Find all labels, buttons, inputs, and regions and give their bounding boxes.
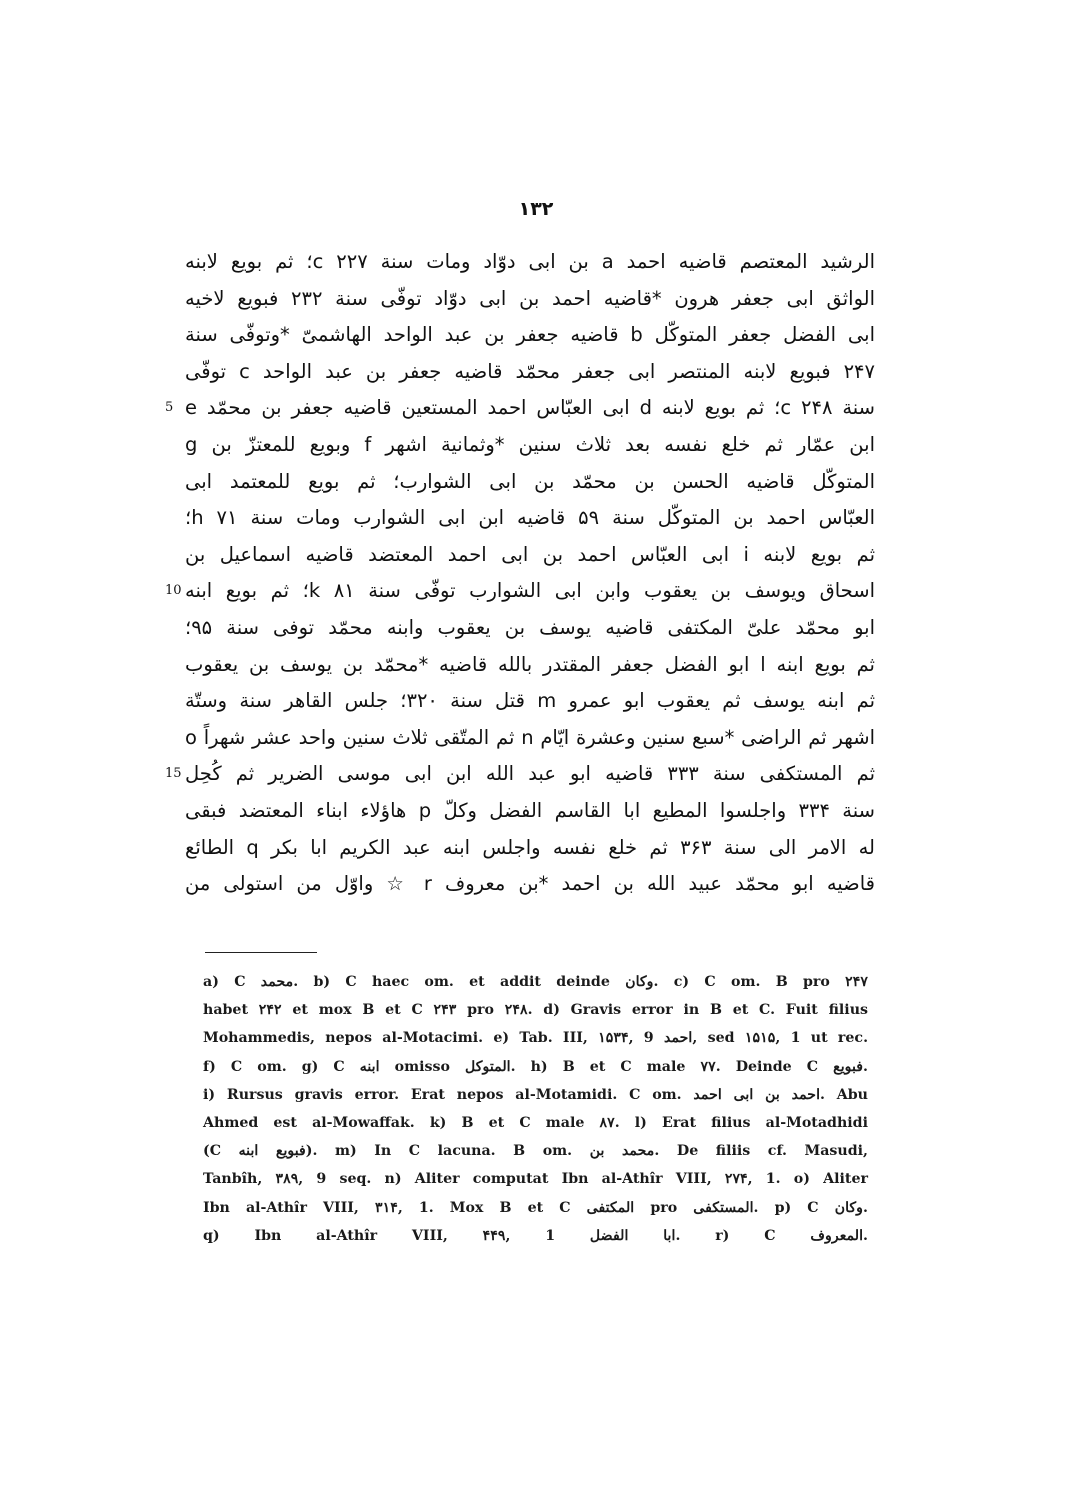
text-line bbox=[185, 683, 875, 720]
line-text: اسحاق ويوسف بن يعقوب وابن ابى الشوارب توفّى سنة ۸۱ k؛ ثم بويع ابنه bbox=[185, 579, 875, 603]
text-line bbox=[185, 244, 875, 281]
line-text: ابو محمّد علىّ المكتفى قاضيه يوسف بن يعقوب وابنه محمّد توفى سنة ۹۵؛ bbox=[185, 615, 875, 639]
page-number: ۱۳۲ bbox=[518, 198, 554, 220]
footnote-divider bbox=[205, 952, 317, 953]
footnotes bbox=[203, 968, 868, 1250]
text-line bbox=[185, 281, 875, 318]
line-text: ثم بويع ابنه l ابو الفضل جعفر المقتدر بالله قاضيه *محمّد بن يوسف بن يعقوب bbox=[185, 652, 875, 676]
body-text bbox=[165, 244, 876, 903]
footnote-line: q) Ibn al-Athîr VIII, ۴۴۹, 1 ابا الفضل. r) C المعروف. bbox=[203, 1227, 868, 1244]
text-line bbox=[165, 390, 876, 427]
footnote-line: Ahmed est al-Mowaffak. k) B et C male ۸۷. l) Erat filius al-Motadhidi bbox=[203, 1114, 868, 1131]
text-line bbox=[185, 427, 875, 464]
footnote-line: habet ۲۴۲ et mox B et C ۲۴۳ pro ۲۴۸. d) Gravis error in B et C. Fuit filius bbox=[203, 1002, 868, 1019]
line-text: قاضيه ابو محمّد عبيد الله بن احمد *بن معروف r ☆ واوّل من استولى من bbox=[185, 872, 875, 896]
footnote-line: i) Rursus gravis error. Erat nepos al-Motamidi. C om. احمد بن ابى احمد. Abu bbox=[203, 1086, 868, 1103]
line-text: المتوكّل قاضيه الحسن بن محمّد بن ابى الشوارب؛ ثم بويع للمعتمد ابى bbox=[185, 469, 875, 493]
line-number: 10 bbox=[165, 583, 182, 599]
line-text: اشهر ثم الراضى *سبع سنين وعشرة ايّام n ثم المتّقى ثلاث سنين واحد عشر شهراً o bbox=[185, 725, 876, 749]
footnote-line: Tanbîh, ۳۸۹, 9 seq. n) Aliter computat Ibn al-Athîr VIII, ۲۷۴, 1. o) Aliter bbox=[203, 1171, 868, 1188]
text-line bbox=[185, 464, 875, 501]
footnote-line: f) C om. g) C ابنه omisso المتوكل. h) B et C male ۷۷. Deinde C فبويع. bbox=[203, 1058, 868, 1075]
line-text: ابن عمّار ثم خلع نفسه بعد ثلاث سنين *وثمانية اشهر f وبويع للمعتزّ بن g bbox=[185, 432, 875, 456]
text-line bbox=[185, 830, 875, 867]
line-text: ابى الفضل جعفر المتوكّل b قاضيه جعفر بن عبد الواحد الهاشمىّ *وتوفّى سنة bbox=[185, 323, 875, 347]
text-line bbox=[185, 500, 875, 537]
text-line bbox=[185, 647, 875, 684]
line-text: ثم المستكفى سنة ۳۳۳ قاضيه ابو عبد الله ابن ابى موسى الضرير ثم كُحِل bbox=[185, 762, 875, 786]
text-line bbox=[165, 573, 875, 610]
text-line bbox=[185, 793, 875, 830]
line-text: الواثق ابى جعفر هرون *قاضيه احمد بن ابى دوّاد توفّى سنة ۲۳۲ فبويع لاخيه bbox=[185, 286, 876, 310]
line-text: ثم بويع لابنه i ابى العبّاس احمد بن ابى احمد المعتضد قاضيه اسماعيل بن bbox=[185, 542, 875, 566]
line-number: 5 bbox=[165, 400, 174, 416]
line-text: ثم ابنه يوسف ثم يعقوب ابو عمرو m قتل سنة ۳۲۰؛ جلس القاهر سنة وستّة bbox=[185, 689, 875, 713]
line-number: 15 bbox=[165, 766, 182, 782]
footnote-line: (C فبويع ابنه). m) In C lacuna. B om. محمد بن. De filiis cf. Masudi, bbox=[203, 1143, 868, 1160]
line-text: العبّاس احمد بن المتوكّل سنة ۵۹ قاضيه ابن ابى الشوارب ومات سنة ۷۱ h؛ bbox=[185, 506, 875, 530]
text-line bbox=[185, 720, 875, 757]
text-line bbox=[165, 756, 875, 793]
line-text: ۲۴۷ فبويع لابنه المنتصر ابى جعفر محمّد قاضيه جعفر بن عبد الواحد c توفّى bbox=[185, 359, 875, 383]
footnote-line: a) C محمد. b) C haec om. et addit deinde وكان. c) C om. B pro ۲۴۷ bbox=[203, 974, 869, 990]
footnote-line: Ibn al-Athîr VIII, ۳۱۴, 1. Mox B et C المكتفى pro المستكفى. p) C وكان. bbox=[203, 1199, 868, 1216]
text-line bbox=[185, 354, 875, 391]
text-line bbox=[185, 537, 875, 574]
text-line bbox=[185, 317, 875, 354]
footnote-line: Mohammedis, nepos al-Motacimi. e) Tab. III, ۱۵۳۴, 9 احمد, sed ۱۵۱۵, 1 ut rec. bbox=[203, 1030, 869, 1047]
text-line bbox=[185, 866, 875, 903]
line-text: سنة ۳۳۴ واجلسوا المطيع ابا القاسم الفضل وكلّ p هاؤلاء ابناء المعتضد فبقى bbox=[185, 798, 875, 822]
line-text: سنة ۲۴۸ c؛ ثم بويع لابنه d ابى العبّاس احمد المستعين قاضيه جعفر بن محمّد e bbox=[185, 396, 876, 420]
line-text: الرشيد المعتصم قاضيه احمد a بن ابى دوّاد ومات سنة ۲۲۷ c؛ ثم بويع لابنه bbox=[185, 250, 875, 273]
line-text: له الامر الى سنة ۳۶۳ ثم خلع نفسه واجلس ابنه عبد الكريم ابا بكر q الطائع bbox=[185, 835, 875, 859]
text-line bbox=[185, 610, 875, 647]
